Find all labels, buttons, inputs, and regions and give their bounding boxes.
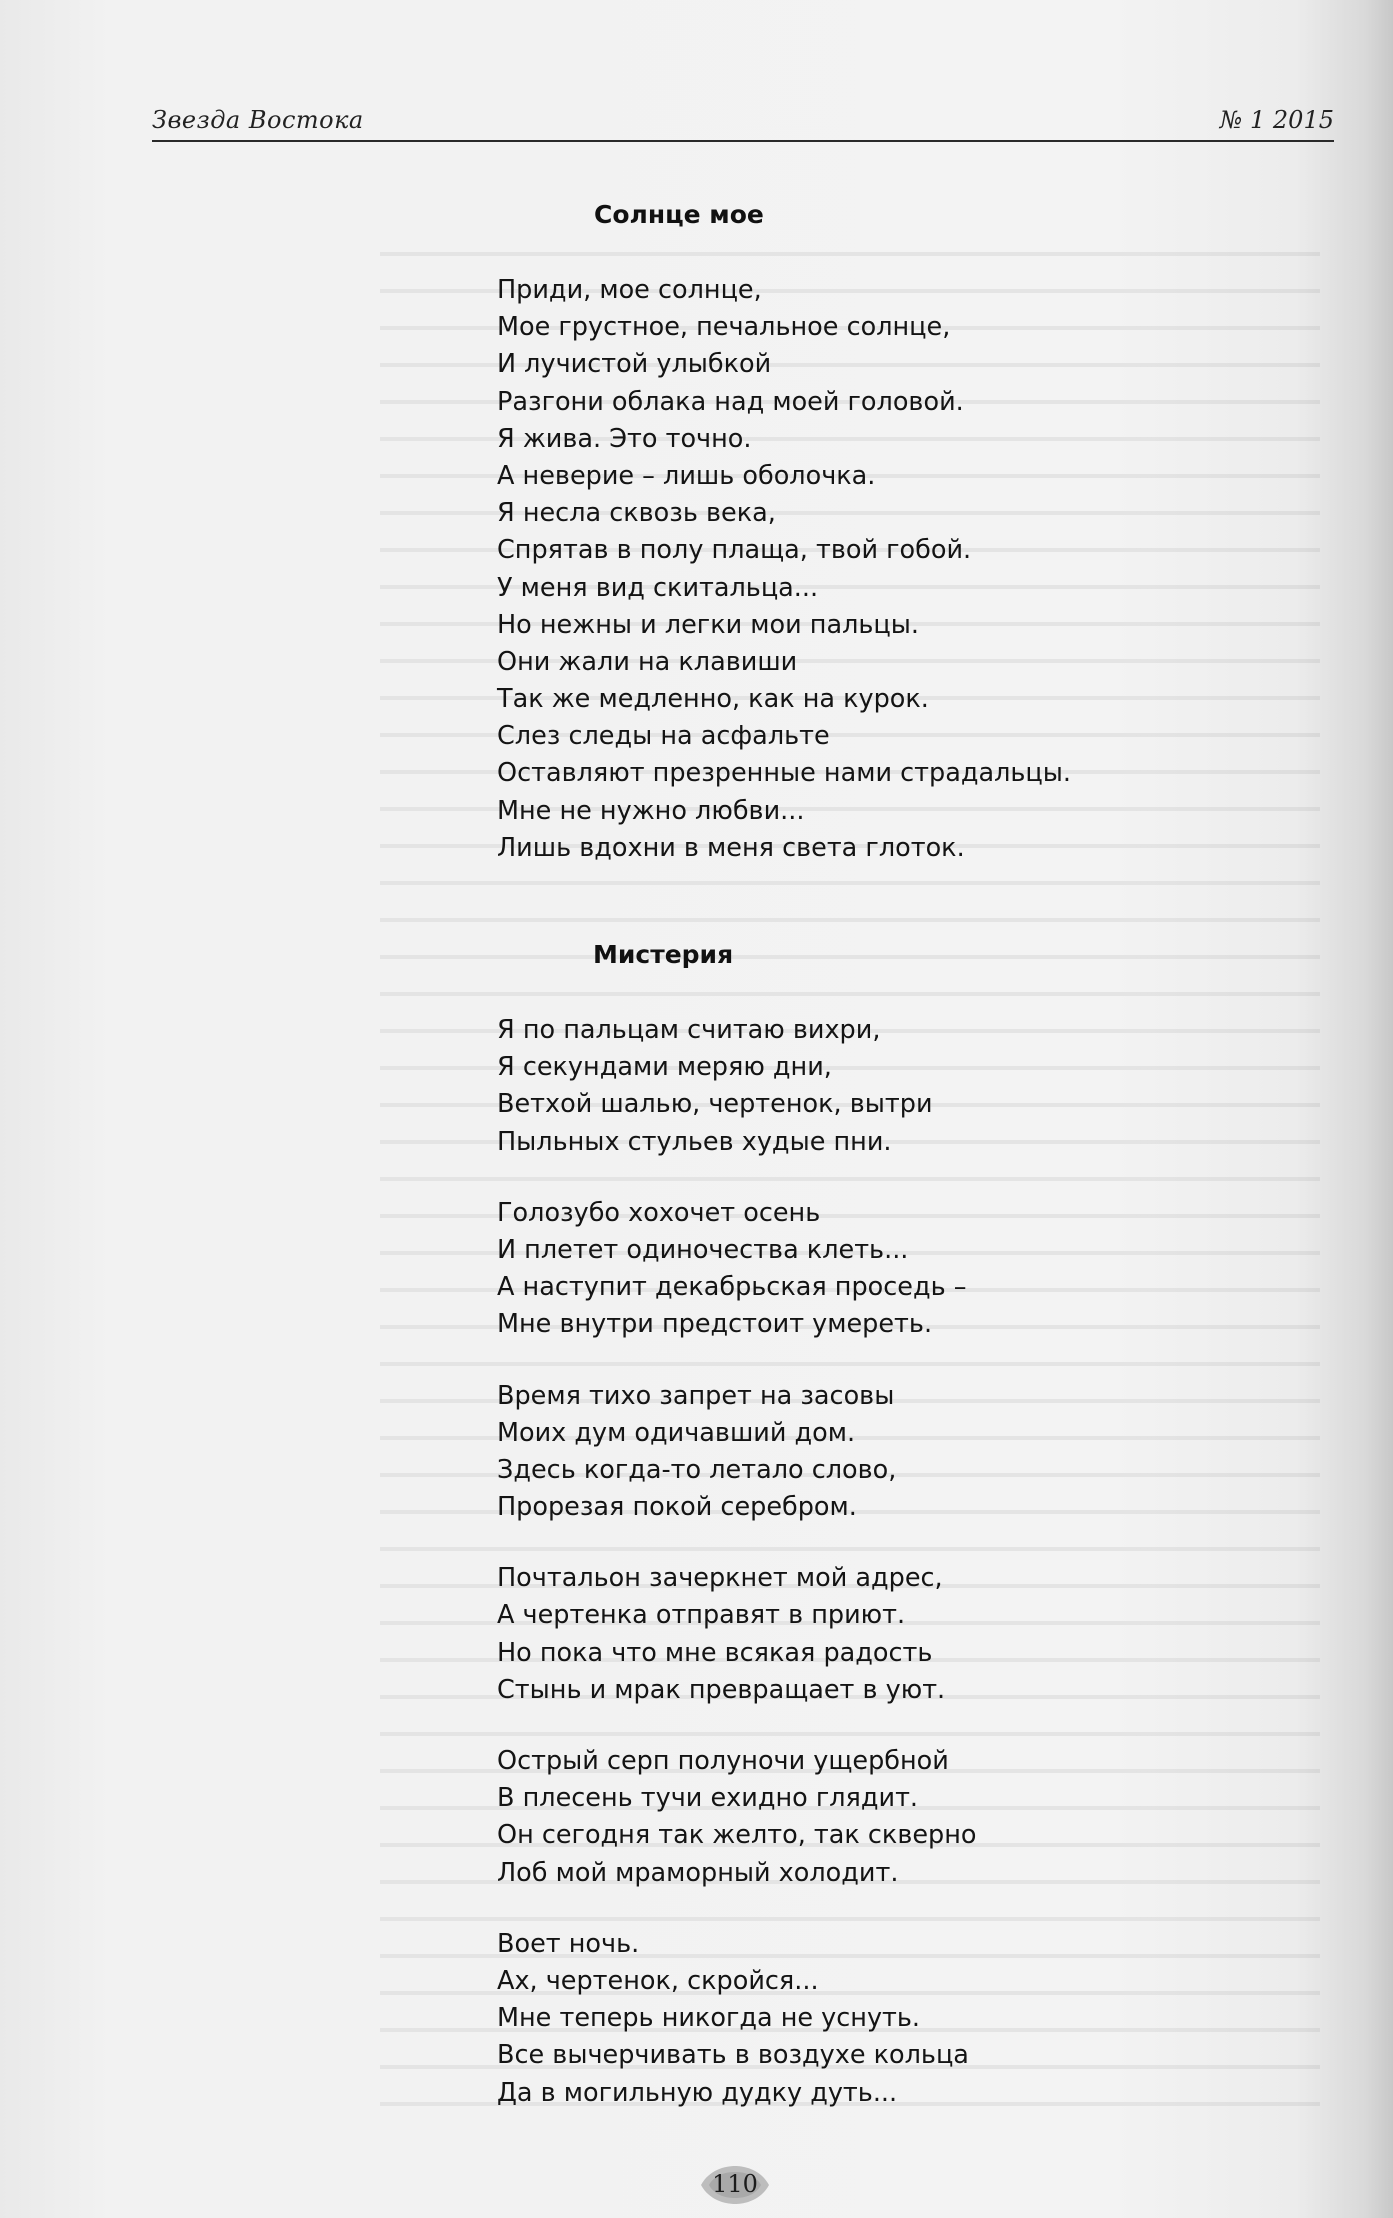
page-number-ornament (695, 2164, 775, 2206)
poem-line: А неверие – лишь оболочка. (497, 460, 876, 491)
poem-line: В плесень тучи ехидно глядит. (497, 1783, 919, 1814)
stanza-gap (497, 1344, 977, 1378)
poem-line: Но пока что мне всякая радость (497, 1637, 933, 1668)
poem-line: Ветхой шалью, чертенок, вытри (497, 1089, 933, 1120)
stanza-gap (497, 1892, 977, 1926)
poem-line: И лучистой улыбкой (497, 349, 772, 380)
poem-line: Мне теперь никогда не уснуть. (497, 2003, 921, 2034)
poem-line: Так же медленно, как на курок. (497, 684, 929, 715)
poem-line: Пыльных стульев худые пни. (497, 1126, 892, 1157)
poem-line: И плетет одиночества клеть... (497, 1234, 909, 1265)
poem-line: А наступит декабрьская проседь – (497, 1272, 967, 1303)
poem-line: Лишь вдохни в меня света глоток. (497, 832, 965, 863)
poem-line: Я несла сквозь века, (497, 498, 776, 529)
poem-solntse-body (497, 272, 1071, 867)
poem-line: Он сегодня так желто, так скверно (497, 1820, 977, 1851)
poem-line: Оставляют презренные нами страдальцы. (497, 758, 1071, 789)
poem-line: Стынь и мрак превращает в уют. (497, 1674, 946, 1705)
poem-line: Мне внутри предстоит умереть. (497, 1309, 933, 1340)
poem-line: Слез следы на асфальте (497, 721, 830, 752)
poem-line: А чертенка отправят в приют. (497, 1600, 906, 1631)
poem-line: Все вычерчивать в воздухе кольца (497, 2040, 969, 2071)
page-number: 110 (712, 2170, 758, 2198)
poem-line: Время тихо запрет на засовы (497, 1380, 895, 1411)
journal-title: Звезда Востока (152, 106, 364, 134)
poem-line: Ах, чертенок, скройся... (497, 1965, 819, 1996)
issue-number: № 1 2015 (1219, 106, 1334, 134)
poem-line: У меня вид скитальца... (497, 572, 819, 603)
poem-line: Да в могильную дудку дуть... (497, 2077, 898, 2108)
stanza-gap (497, 1709, 977, 1743)
poem-line: Они жали на клавиши (497, 646, 798, 677)
stanza-gap (497, 1526, 977, 1560)
poem-line: Я секундами меряю дни, (497, 1052, 832, 1083)
poem-line: Мне не нужно любви... (497, 795, 805, 826)
stanza-gap (497, 1161, 977, 1195)
poem-line: Голозубо хохочет осень (497, 1197, 821, 1228)
poem-line: Мое грустное, печальное солнце, (497, 312, 951, 343)
poem-line: Прорезая покой серебром. (497, 1492, 857, 1523)
poem-line: Острый серп полуночи ущербной (497, 1746, 949, 1776)
poem-line: Я жива. Это точно. (497, 423, 752, 454)
poem-line: Лоб мой мраморный холодит. (497, 1857, 899, 1888)
poem-line: Спрятав в полу плаща, твой гобой. (497, 535, 972, 566)
poem-line: Приди, мое солнце, (497, 275, 762, 305)
poem-line: Моих дум одичавший дом. (497, 1417, 856, 1448)
running-header (152, 100, 1334, 142)
poem-title-misteriya: Мистерия (593, 940, 734, 969)
poem-line: Разгони облака над моей головой. (497, 386, 964, 417)
poem-line: Почтальон зачеркнет мой адрес, (497, 1563, 943, 1594)
poem-line: Я по пальцам считаю вихри, (497, 1015, 881, 1045)
poem-title-solntse: Солнце мое (594, 200, 764, 229)
poem-line: Воет ночь. (497, 1928, 640, 1959)
poem-misteriya-body (497, 1012, 977, 2112)
poem-line: Но нежны и легки мои пальцы. (497, 609, 920, 640)
poem-line: Здесь когда-то летало слово, (497, 1454, 897, 1485)
